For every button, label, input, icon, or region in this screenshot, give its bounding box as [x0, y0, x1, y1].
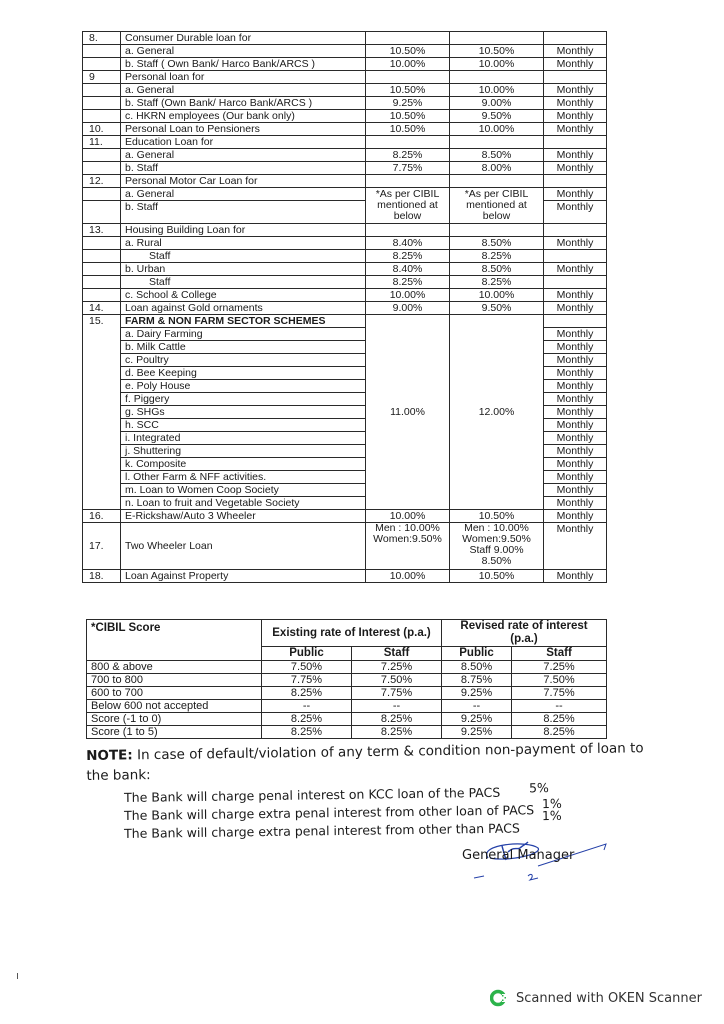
revised-rate: 9.00%	[450, 97, 544, 110]
serial-number: 16.	[83, 510, 121, 523]
note-text: In case of default/violation of any term & condition non-payment of loan to the bank:	[86, 740, 644, 784]
penal-line-1	[124, 780, 549, 805]
cibil-row	[87, 713, 607, 726]
serial-number: 13.	[83, 224, 121, 237]
existing-rate: 8.25%	[366, 276, 450, 289]
loan-description: Personal Motor Car Loan for	[121, 175, 366, 188]
serial-number	[83, 84, 121, 97]
scheme-description: g. SHGs	[121, 406, 366, 419]
repayment-frequency	[544, 32, 607, 45]
rev-public-rate: 9.25%	[442, 687, 512, 700]
loan-row	[83, 263, 607, 276]
revised-rate: 10.50%	[450, 45, 544, 58]
revised-rate: 10.50%	[450, 510, 544, 523]
repayment-frequency	[544, 136, 607, 149]
serial-number: 10.	[83, 123, 121, 136]
loan-description: Consumer Durable loan for	[121, 32, 366, 45]
serial-number	[83, 250, 121, 263]
rev-public-rate: --	[442, 700, 512, 713]
cibil-row	[87, 700, 607, 713]
serial-number	[83, 188, 121, 201]
loan-description: Education Loan for	[121, 136, 366, 149]
repayment-frequency: Monthly	[544, 419, 607, 432]
repayment-frequency	[544, 315, 607, 328]
ex-public-rate: 8.25%	[262, 713, 352, 726]
repayment-frequency: Monthly	[544, 341, 607, 354]
existing-rate: 9.25%	[366, 97, 450, 110]
scheme-description: b. Milk Cattle	[121, 341, 366, 354]
existing-rate	[366, 224, 450, 237]
cibil-score-band: 600 to 700	[87, 687, 262, 700]
loan-row	[83, 224, 607, 237]
scheme-description: m. Loan to Women Coop Society	[121, 484, 366, 497]
existing-staff-header: Staff	[352, 647, 442, 661]
cibil-header-row	[87, 620, 607, 647]
serial-number: 12.	[83, 175, 121, 188]
ex-staff-rate: 8.25%	[352, 726, 442, 739]
rev-staff-rate: 7.75%	[512, 687, 607, 700]
cibil-score-header: *CIBIL Score	[87, 620, 262, 661]
serial-number	[83, 276, 121, 289]
loan-description: a. Rural	[121, 237, 366, 250]
existing-rate: Men : 10.00% Women:9.50%	[366, 523, 450, 570]
existing-rate: 8.25%	[366, 250, 450, 263]
repayment-frequency: Monthly	[544, 510, 607, 523]
loan-description: Personal loan for	[121, 71, 366, 84]
scheme-description: e. Poly House	[121, 380, 366, 393]
loan-row	[83, 162, 607, 175]
scheme-description: f. Piggery	[121, 393, 366, 406]
repayment-frequency	[544, 175, 607, 188]
ex-staff-rate: 8.25%	[352, 713, 442, 726]
repayment-frequency: Monthly	[544, 237, 607, 250]
existing-rate: 10.50%	[366, 84, 450, 97]
serial-number: 14.	[83, 302, 121, 315]
loan-description: a. General	[121, 188, 366, 201]
scheme-description: j. Shuttering	[121, 445, 366, 458]
revised-rate: 8.50%	[450, 263, 544, 276]
existing-rate: 8.40%	[366, 263, 450, 276]
repayment-frequency: Monthly	[544, 289, 607, 302]
cibil-score-band: Score (-1 to 0)	[87, 713, 262, 726]
revised-rate	[450, 224, 544, 237]
ex-staff-rate: --	[352, 700, 442, 713]
existing-rate: 10.50%	[366, 110, 450, 123]
repayment-frequency: Monthly	[544, 523, 607, 570]
loan-row	[83, 570, 607, 583]
loan-description: b. Staff	[121, 162, 366, 175]
scan-mark	[17, 973, 18, 979]
loan-row	[83, 84, 607, 97]
loan-row	[83, 110, 607, 123]
repayment-frequency: Monthly	[544, 84, 607, 97]
loan-description: a. General	[121, 45, 366, 58]
penal-text: The Bank will charge penal interest on KCC loan of the PACS	[124, 784, 501, 805]
scanner-label: Scanned with OKEN Scanner	[516, 990, 702, 1006]
serial-number	[83, 201, 121, 224]
loan-description: b. Staff	[121, 201, 366, 224]
revised-rate: *As per CIBIL mentioned at below	[450, 188, 544, 224]
loan-row	[83, 250, 607, 263]
loan-description: a. General	[121, 149, 366, 162]
penal-text: The Bank will charge extra penal interest from other than PACS	[124, 820, 520, 841]
revised-public-header: Public	[442, 647, 512, 661]
ex-staff-rate: 7.25%	[352, 661, 442, 674]
loan-row	[83, 175, 607, 188]
loan-row	[83, 71, 607, 84]
repayment-frequency: Monthly	[544, 263, 607, 276]
loan-description: b. Staff ( Own Bank/ Harco Bank/ARCS )	[121, 58, 366, 71]
scheme-description: a. Dairy Farming	[121, 328, 366, 341]
ex-staff-rate: 7.50%	[352, 674, 442, 687]
ex-public-rate: 7.75%	[262, 674, 352, 687]
revised-rate	[450, 136, 544, 149]
scheme-description: l. Other Farm & NFF activities.	[121, 471, 366, 484]
existing-rate: 8.40%	[366, 237, 450, 250]
penal-rate: 5%	[528, 780, 549, 796]
serial-number	[83, 58, 121, 71]
existing-rate: 10.50%	[366, 123, 450, 136]
existing-rate	[366, 175, 450, 188]
serial-number: 9	[83, 71, 121, 84]
loan-row	[83, 32, 607, 45]
farm-schemes-title: FARM & NON FARM SECTOR SCHEMES	[121, 315, 366, 328]
loan-rate-table	[82, 31, 607, 583]
scheme-description: h. SCC	[121, 419, 366, 432]
serial-number: 17.	[83, 523, 121, 570]
rev-staff-rate: 7.25%	[512, 661, 607, 674]
rev-staff-rate: 8.25%	[512, 726, 607, 739]
ex-public-rate: 7.50%	[262, 661, 352, 674]
repayment-frequency	[544, 71, 607, 84]
existing-public-header: Public	[262, 647, 352, 661]
loan-row	[83, 149, 607, 162]
serial-number: 11.	[83, 136, 121, 149]
revised-rate: 9.50%	[450, 110, 544, 123]
loan-row	[83, 45, 607, 58]
repayment-frequency: Monthly	[544, 188, 607, 201]
existing-rate	[366, 71, 450, 84]
scanner-watermark	[490, 989, 702, 1007]
revised-rate: 10.00%	[450, 58, 544, 71]
loan-description: Staff	[121, 276, 366, 289]
existing-rate: 10.00%	[366, 570, 450, 583]
repayment-frequency: Monthly	[544, 201, 607, 224]
loan-description: a. General	[121, 84, 366, 97]
loan-row	[83, 276, 607, 289]
repayment-frequency	[544, 224, 607, 237]
scheme-description: n. Loan to fruit and Vegetable Society	[121, 497, 366, 510]
existing-rate: *As per CIBIL mentioned at below	[366, 188, 450, 224]
existing-rate: 7.75%	[366, 162, 450, 175]
repayment-frequency: Monthly	[544, 162, 607, 175]
repayment-frequency: Monthly	[544, 110, 607, 123]
revised-rate: 8.50%	[450, 237, 544, 250]
repayment-frequency: Monthly	[544, 123, 607, 136]
loan-row	[83, 97, 607, 110]
existing-rate: 10.00%	[366, 289, 450, 302]
serial-number	[83, 149, 121, 162]
existing-rate: 11.00%	[366, 315, 450, 510]
existing-rate: 10.50%	[366, 45, 450, 58]
revised-rate: 9.50%	[450, 302, 544, 315]
loan-description: Staff	[121, 250, 366, 263]
revised-rate: 10.50%	[450, 570, 544, 583]
signature-title: General Manager	[462, 848, 575, 863]
loan-row	[83, 188, 607, 201]
scheme-description: k. Composite	[121, 458, 366, 471]
loan-row	[83, 123, 607, 136]
revised-rate: 8.25%	[450, 250, 544, 263]
serial-number	[83, 237, 121, 250]
cibil-score-band: 800 & above	[87, 661, 262, 674]
rev-staff-rate: 8.25%	[512, 713, 607, 726]
loan-description: c. HKRN employees (Our bank only)	[121, 110, 366, 123]
loan-description: c. School & College	[121, 289, 366, 302]
loan-row	[83, 58, 607, 71]
serial-number	[83, 289, 121, 302]
cibil-score-band: Below 600 not accepted	[87, 700, 262, 713]
ex-public-rate: --	[262, 700, 352, 713]
cibil-score-band: Score (1 to 5)	[87, 726, 262, 739]
repayment-frequency: Monthly	[544, 497, 607, 510]
rev-public-rate: 9.25%	[442, 713, 512, 726]
loan-description: b. Urban	[121, 263, 366, 276]
repayment-frequency: Monthly	[544, 458, 607, 471]
cibil-row	[87, 661, 607, 674]
repayment-frequency: Monthly	[544, 367, 607, 380]
repayment-frequency: Monthly	[544, 445, 607, 458]
revised-rate: 8.25%	[450, 276, 544, 289]
cibil-row	[87, 674, 607, 687]
rev-public-rate: 8.75%	[442, 674, 512, 687]
revised-rate: 8.00%	[450, 162, 544, 175]
cibil-row	[87, 726, 607, 739]
ex-public-rate: 8.25%	[262, 726, 352, 739]
serial-number	[83, 263, 121, 276]
serial-number	[83, 162, 121, 175]
existing-rate	[366, 136, 450, 149]
oken-scanner-logo-icon	[490, 989, 508, 1007]
existing-rate: 8.25%	[366, 149, 450, 162]
cibil-score-band: 700 to 800	[87, 674, 262, 687]
revised-rate	[450, 175, 544, 188]
scheme-description: d. Bee Keeping	[121, 367, 366, 380]
penal-line-2	[124, 795, 562, 823]
cibil-score-table	[86, 619, 607, 739]
loan-row	[83, 302, 607, 315]
revised-rate: Men : 10.00% Women:9.50% Staff 9.00% 8.50%	[450, 523, 544, 570]
repayment-frequency: Monthly	[544, 58, 607, 71]
cibil-row	[87, 687, 607, 700]
repayment-frequency: Monthly	[544, 471, 607, 484]
penal-rate: 1%	[541, 795, 562, 812]
default-note	[86, 738, 647, 786]
serial-number	[83, 45, 121, 58]
repayment-frequency: Monthly	[544, 570, 607, 583]
rev-staff-rate: --	[512, 700, 607, 713]
revised-rate: 12.00%	[450, 315, 544, 510]
ex-public-rate: 8.25%	[262, 687, 352, 700]
revised-rate: 10.00%	[450, 123, 544, 136]
repayment-frequency: Monthly	[544, 354, 607, 367]
revised-rate	[450, 32, 544, 45]
existing-rate	[366, 32, 450, 45]
repayment-frequency: Monthly	[544, 328, 607, 341]
loan-description: Two Wheeler Loan	[121, 523, 366, 570]
rev-public-rate: 8.50%	[442, 661, 512, 674]
penal-text: The Bank will charge extra penal interest from other loan of PACS	[124, 802, 535, 823]
existing-rate: 9.00%	[366, 302, 450, 315]
repayment-frequency: Monthly	[544, 97, 607, 110]
scheme-description: c. Poultry	[121, 354, 366, 367]
repayment-frequency	[544, 276, 607, 289]
existing-rate: 10.00%	[366, 510, 450, 523]
repayment-frequency: Monthly	[544, 393, 607, 406]
note-label: NOTE:	[86, 747, 133, 764]
revised-rate: 10.00%	[450, 289, 544, 302]
serial-number: 8.	[83, 32, 121, 45]
farm-schemes-header-row	[83, 315, 607, 328]
loan-description: Loan against Gold ornaments	[121, 302, 366, 315]
loan-description: E-Rickshaw/Auto 3 Wheeler	[121, 510, 366, 523]
loan-row	[83, 289, 607, 302]
rev-public-rate: 9.25%	[442, 726, 512, 739]
revised-rate	[450, 71, 544, 84]
repayment-frequency: Monthly	[544, 302, 607, 315]
serial-number: 15.	[83, 315, 121, 510]
serial-number: 18.	[83, 570, 121, 583]
existing-rate-header: Existing rate of Interest (p.a.)	[262, 620, 442, 647]
ex-staff-rate: 7.75%	[352, 687, 442, 700]
penal-rate: 1%	[541, 807, 562, 824]
existing-rate: 10.00%	[366, 58, 450, 71]
serial-number	[83, 110, 121, 123]
loan-row	[83, 237, 607, 250]
serial-number	[83, 97, 121, 110]
repayment-frequency: Monthly	[544, 406, 607, 419]
loan-description: Housing Building Loan for	[121, 224, 366, 237]
scheme-description: i. Integrated	[121, 432, 366, 445]
repayment-frequency: Monthly	[544, 432, 607, 445]
repayment-frequency: Monthly	[544, 484, 607, 497]
loan-description: Loan Against Property	[121, 570, 366, 583]
revised-rate: 10.00%	[450, 84, 544, 97]
repayment-frequency: Monthly	[544, 149, 607, 162]
revised-staff-header: Staff	[512, 647, 607, 661]
revised-rate: 8.50%	[450, 149, 544, 162]
repayment-frequency	[544, 250, 607, 263]
loan-description: Personal Loan to Pensioners	[121, 123, 366, 136]
loan-description: b. Staff (Own Bank/ Harco Bank/ARCS )	[121, 97, 366, 110]
repayment-frequency: Monthly	[544, 380, 607, 393]
loan-row	[83, 136, 607, 149]
loan-row	[83, 510, 607, 523]
revised-rate-header: Revised rate of interest (p.a.)	[442, 620, 607, 647]
repayment-frequency: Monthly	[544, 45, 607, 58]
loan-row	[83, 523, 607, 570]
rev-staff-rate: 7.50%	[512, 674, 607, 687]
